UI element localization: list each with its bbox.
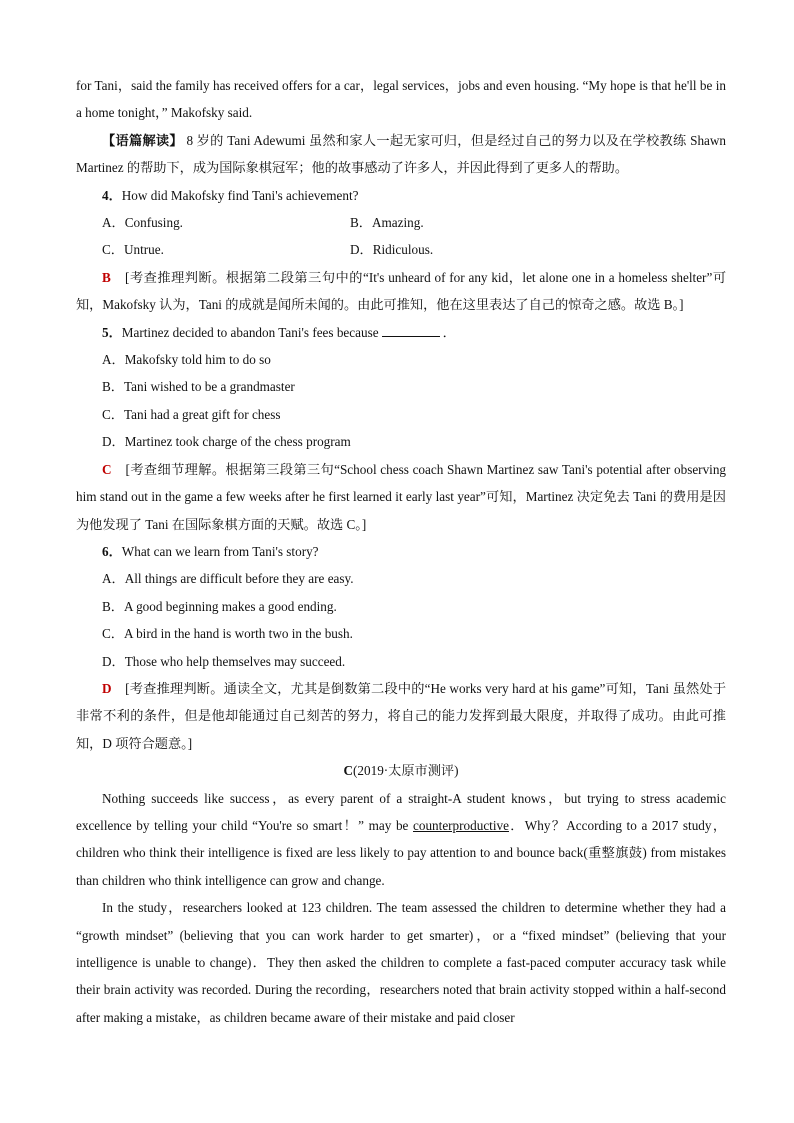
question-5-stem: Martinez decided to abandon Tani's fees because xyxy=(121,324,379,340)
option: D．Ridiculous. xyxy=(350,242,434,258)
option: C．Untrue. xyxy=(102,242,164,258)
option: D．Martinez took charge of the chess program xyxy=(102,434,351,450)
answer-letter: D xyxy=(102,680,112,696)
question-5 xyxy=(76,319,726,346)
analysis-label: 【语篇解读】 xyxy=(102,132,183,148)
passage-letter: C xyxy=(343,763,354,779)
option: B．Amazing. xyxy=(350,215,424,231)
question-4-stem: How did Makofsky find Tani's achievement? xyxy=(121,187,359,203)
explanation-text: [考查推理判断。通读全文，尤其是倒数第二段中的“He works very hard at his game”可知，Tani 虽然处于非常不利的条件，但是他却能通过自己刻苦的努力，将自己的能力发挥到最大限度，并取得了成功。由此可推知，D 项符合题意。] xyxy=(76,680,727,751)
paragraph-text: Nothing succeeds like success，as every parent of a straight-A student knows，but trying to stress academic excellence by telling your child “You're so smart！” may be xyxy=(76,790,726,833)
underlined-word: counterproductive xyxy=(413,817,509,833)
question-5-explanation xyxy=(76,456,726,538)
question-6-number: 6． xyxy=(102,543,122,559)
explanation-text: [考查推理判断。根据第二段第三句中的“It's unheard of for any kid，let alone one in a homeless shelter”可知，Makofsky 认为，Tani 的成就是闻所未闻的。由此可推知，他在这里表达了自己的惊奇之感。故选 B。] xyxy=(76,269,727,313)
option: C．Tani had a great gift for chess xyxy=(102,406,281,422)
question-6 xyxy=(76,538,726,565)
question-6-stem: What can we learn from Tani's story? xyxy=(121,543,319,559)
analysis-paragraph xyxy=(76,127,726,182)
question-5-stem-end: ． xyxy=(442,324,456,340)
question-4 xyxy=(76,182,726,209)
intro-paragraph: for Tani，said the family has received offers for a car，legal services，jobs and even housing. “My hope is that he'll be in a home tonight，” Makofsky said. xyxy=(76,78,726,121)
passage-c-paragraph-1 xyxy=(76,785,726,895)
analysis-text: 8 岁的 Tani Adewumi 虽然和家人一起无家可归，但是经过自己的努力以及在学校教练 Shawn Martinez 的帮助下，成为国际象棋冠军；他的故事感动了许多人，并因此得到了更多人的帮助。 xyxy=(76,132,727,176)
question-4-options-row-2 xyxy=(76,236,726,263)
answer-letter: B xyxy=(102,269,111,285)
question-4-options-row-1 xyxy=(76,209,726,236)
question-4-explanation xyxy=(76,264,726,319)
paragraph-text: ．Why？According to a 2017 study，children who think their intelligence is fixed are less likely to pay attention to and bounce back(重整旗鼓) from mistakes than children who think intelligence can grow and change. xyxy=(76,817,727,888)
question-5-number: 5． xyxy=(102,324,122,340)
question-4-number: 4． xyxy=(102,187,122,203)
passage-source: (2019·太原市测评) xyxy=(353,763,459,779)
explanation-text: [考查细节理解。根据第三段第三句“School chess coach Shawn Martinez saw Tani's potential after observing him stand out in the game a few weeks after he first learned it early last year”可知，Martinez 决定免去 Tani 的费用是因为他发现了 Tani 在国际象棋方面的天赋。故选 C。] xyxy=(76,461,727,532)
answer-blank xyxy=(382,324,440,337)
document-page xyxy=(76,72,726,1031)
passage-c-paragraph-2: In the study，researchers looked at 123 children. The team assessed the children to determine whether they had a “growth mindset” (believing that you can work harder to get smarter)，or a “fixed mindset” (believing that your intelligence is unable to change)．They then asked the children to complete a fast-paced computer accuracy task while their brain activity was recorded. During the recording，researchers noted that brain activity stopped within a half-second after making a mistake，as children became aware of their mistake and paid closer xyxy=(76,900,726,1025)
option: D．Those who help themselves may succeed. xyxy=(102,653,346,669)
passage-c-title xyxy=(76,757,726,784)
option: C．A bird in the hand is worth two in the bush. xyxy=(102,626,353,642)
option: B．A good beginning makes a good ending. xyxy=(102,598,337,614)
option: A．Confusing. xyxy=(102,215,183,231)
question-6-explanation xyxy=(76,675,726,757)
option: A．Makofsky told him to do so xyxy=(102,352,271,368)
option: A．All things are difficult before they are easy. xyxy=(102,571,354,587)
option: B．Tani wished to be a grandmaster xyxy=(102,379,295,395)
answer-letter: C xyxy=(102,461,112,477)
